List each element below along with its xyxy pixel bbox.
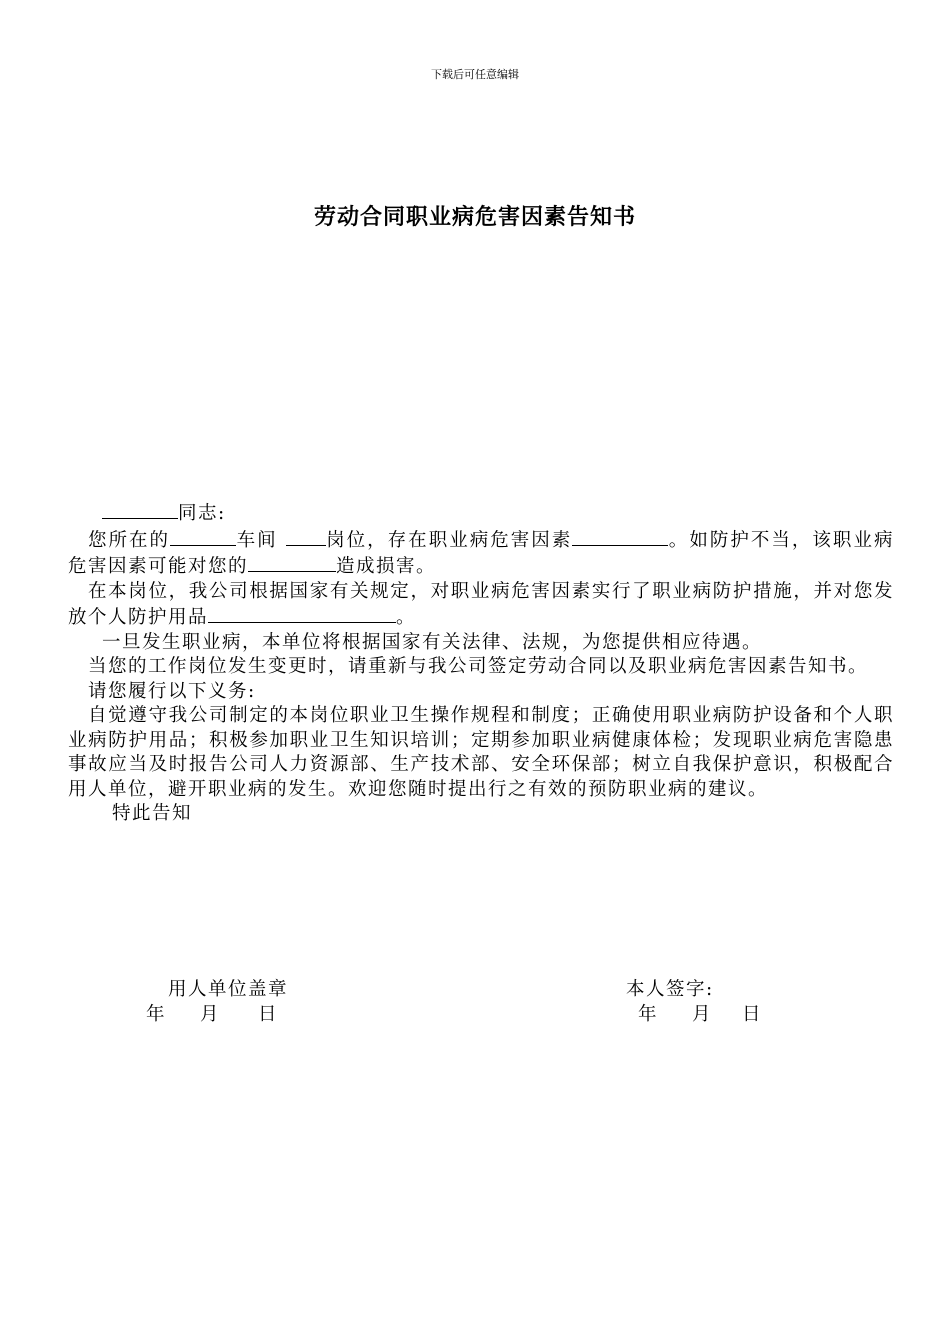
name-blank[interactable] — [102, 500, 178, 519]
greeting-line — [68, 500, 894, 527]
employer-date — [146, 1000, 278, 1026]
para1-text-b: 车间 — [236, 529, 278, 551]
para1-text-c: 岗位，存在职业病危害因素 — [325, 529, 573, 551]
employer-day: 日 — [258, 1004, 279, 1025]
employee-day: 日 — [742, 1004, 763, 1025]
document-body — [68, 500, 894, 827]
para2-text-a: 在本岗位，我公司根据国家有关规定，对职业病危害因素实行了职业病防护措施，并对您发放个人防护用品 — [68, 580, 894, 628]
employer-year: 年 — [146, 1004, 167, 1025]
paragraph-3: 一旦发生职业病，本单位将根据国家有关法律、法规，为您提供相应待遇。 — [102, 631, 763, 653]
para1-text-a: 您所在的 — [88, 529, 171, 551]
protective-equipment-blank[interactable] — [208, 604, 396, 623]
paragraph-6: 自觉遵守我公司制定的本岗位职业卫生操作规程和制度；正确使用职业病防护设备和个人职业病防护用品；积极参加职业卫生知识培训；定期参加职业病健康体检；发现职业病危害隐患事故应当及时报告公司人力资源部、生产技术部、安全环保部；树立自我保护意识，积极配合用人单位，避开职业病的发生。欢迎您随时提出行之有效的预防职业病的建议。 — [68, 705, 894, 800]
employee-year: 年 — [638, 1004, 659, 1025]
affected-organ-blank[interactable] — [248, 553, 336, 572]
para1-text-e: 造成损害。 — [336, 556, 437, 577]
document-title: 劳动合同职业病危害因素告知书 — [313, 205, 636, 230]
para2-text-b: 。 — [396, 607, 417, 628]
header-note: 下载后可任意编辑 — [431, 68, 519, 81]
post-blank[interactable] — [286, 527, 326, 546]
paragraph-2 — [68, 580, 894, 631]
hazard-factor-blank[interactable] — [572, 527, 668, 546]
employee-month: 月 — [692, 1004, 713, 1025]
closing-line: 特此告知 — [112, 803, 193, 824]
employee-date — [638, 1000, 762, 1026]
para1-text-d: 。如防护不当，该职业病危害因素可能对您的 — [68, 529, 894, 577]
employer-month: 月 — [200, 1004, 221, 1025]
workshop-blank[interactable] — [170, 527, 236, 546]
greeting-text: 同志: — [178, 503, 226, 524]
employee-signature-label: 本人签字: — [626, 979, 714, 1000]
paragraph-5: 请您履行以下义务: — [88, 680, 256, 702]
employer-seal-label: 用人单位盖章 — [168, 979, 289, 1000]
paragraph-1 — [68, 527, 894, 580]
paragraph-4: 当您的工作岗位发生变更时，请重新与我公司签定劳动合同以及职业病危害因素告知书。 — [88, 656, 869, 677]
